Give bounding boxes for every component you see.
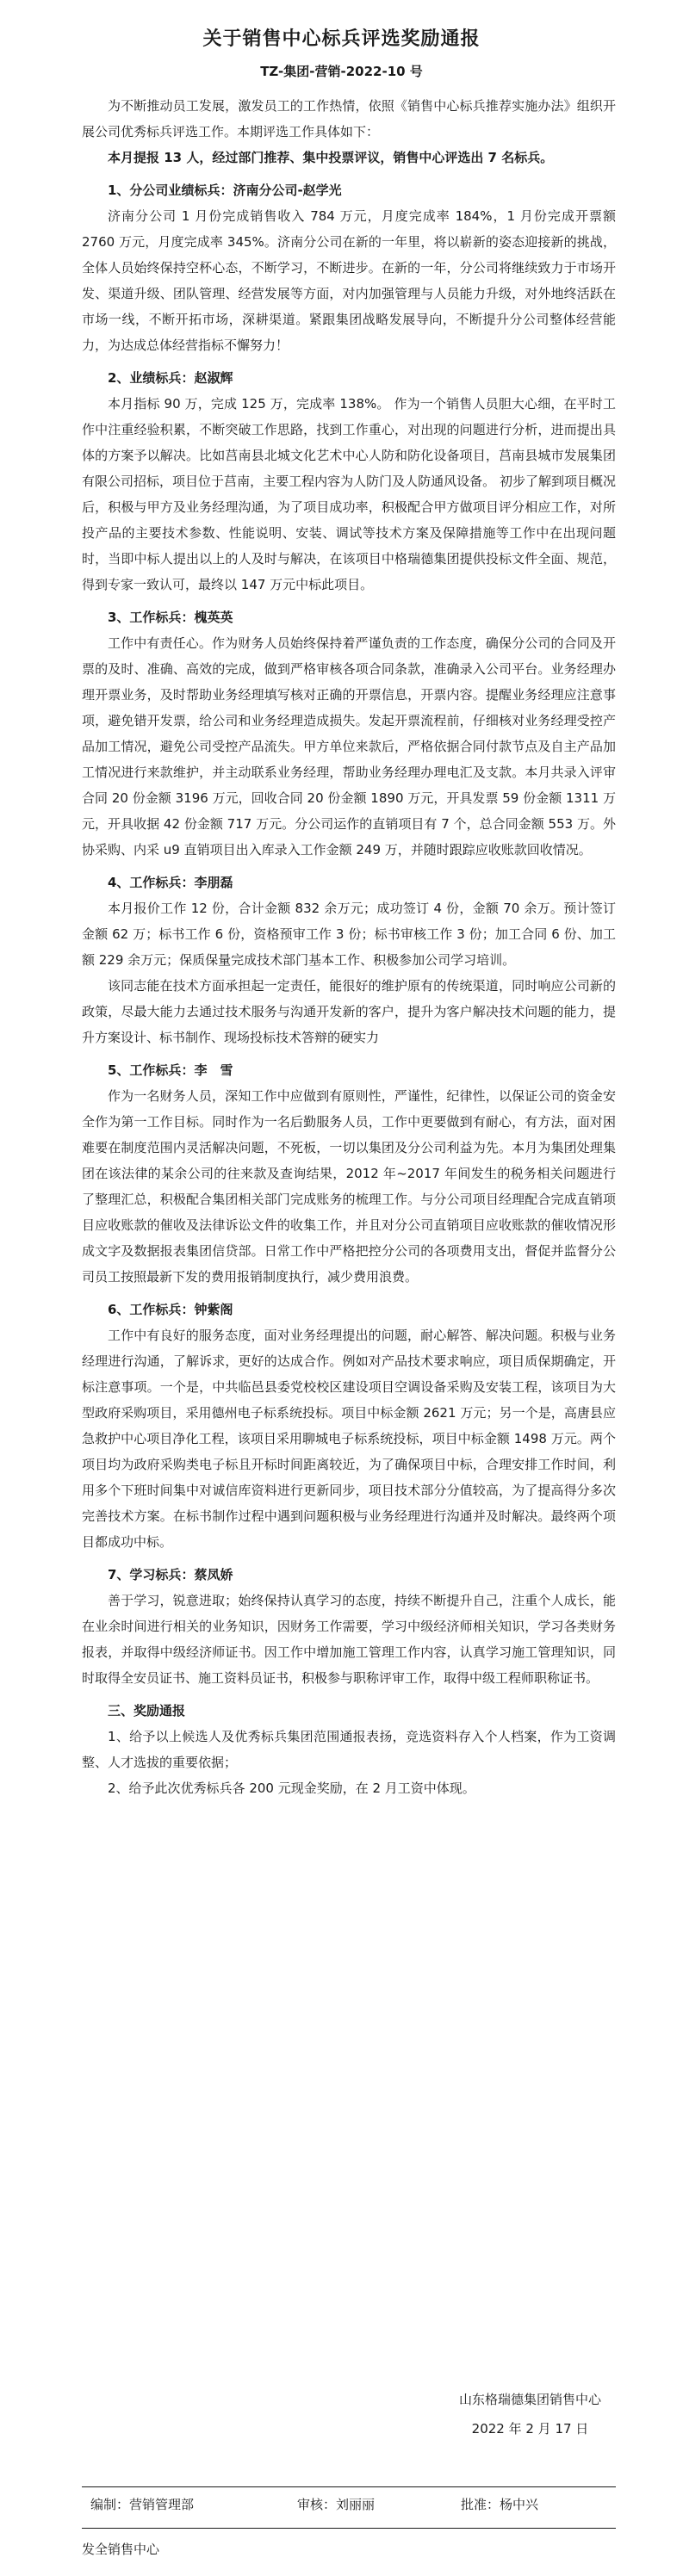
section-4 (82, 870, 616, 1050)
footer-bottom-rule (82, 2528, 616, 2529)
section-paragraph: 本月报价工作 12 份，合计金额 832 余万元；成功签订 4 份，金额 70 余万。预计签订金额 62 万；标书工作 6 份，资格预审工作 3 份；标书审核工作 3 份；加工合同 6 份、加工额 229 余万元；保质保量完成技术部门基本工作、积极参加公司学习培训。 (82, 901, 616, 968)
footer-top-rule (82, 2486, 616, 2487)
section-paragraph: 作为一名财务人员，深知工作中应做到有原则性，严谨性，纪律性，以保证公司的资金安全作为第一工作目标。同时作为一名后勤服务人员，工作中更要做到有耐心，有方法，面对困难要在制度范围内灵活解决问题，不死板，一切以集团及分公司利益为先。本月为集团处理集团在该法律的某余公司的往来款及查询结果，2012 年~2017 年间发生的税务相关问题进行了整理汇总，积极配合集团相关部门完成账务的梳理工作。与分公司项目经理配合完成直销项目应收账款的催收及法律诉讼文件的收集工作，并且对分公司直销项目应收账款的催收情况形成文字及数据报表集团信贷部。日常工作中严格把控分公司的各项费用支出，督促并监督分公司员工按照最新下发的费用报销制度执行，减少费用浪费。 (82, 1088, 616, 1285)
section-paragraph: 本月指标 90 万，完成 125 万，完成率 138%。 作为一个销售人员胆大心细，在平时工作中注重经验积累，不断突破工作思路，找到工作重心，对出现的问题进行分析，进而提出具体的方案予以解决。比如莒南县北城文化艺术中心人防和防化设备项目，莒南县城市发展集团有限公司招标，项目位于莒南，主要工程内容为人防门及人防通风设备。 初步了解到项目概况后，积极与甲方及业务经理沟通，为了项目成功率，积极配合甲方做项目评分相应工作，对所投产品的主要技术参数、性能说明、安装、调试等技术方案及保障措施等工作中在出现问题时，当即中标人提出以上的人及时与解决，在该项目中格瑞德集团提供投标文件全面、规范，得到专家一致认可，最终以 147 万元中标此项目。 (82, 396, 616, 592)
section-heading: 6、工作标兵：钟紫阁 (108, 1302, 233, 1317)
footer-drafter: 编制：营销管理部 (90, 2497, 195, 2512)
footer-reviewer: 审核：刘丽丽 (297, 2497, 376, 2512)
section-2 (82, 365, 616, 598)
intro-summary: 本月提报 13 人，经过部门推荐、集中投票评议，销售中心评选出 7 名标兵。 (108, 150, 554, 165)
section-3 (82, 604, 616, 863)
footer-distribution: 发全销售中心 (82, 2542, 160, 2557)
section-paragraph: 善于学习，锐意进取；始终保持认真学习的态度，持续不断提升自己，注重个人成长，能在业余时间进行相关的业务知识，因财务工作需要，学习中级经济师相关知识，学习各类财务报表，并取得中级经济师证书。因工作中增加施工管理工作内容，认真学习施工管理知识，同时取得全安员证书、施工资料员证书，积极参与职称评审工作，取得中级工程师职称证书。 (82, 1593, 616, 1686)
reward-section (82, 1698, 616, 1801)
reward-item: 1、给予以上候选人及优秀标兵集团范围通报表扬，竞选资料存入个人档案，作为工资调整、人才选拔的重要依据； (82, 1729, 616, 1770)
intro-paragraph: 为不断推动员工发展，激发员工的工作热情，依照《销售中心标兵推荐实施办法》组织开展公司优秀标兵评选工作。本期评选工作具体如下： (82, 98, 616, 139)
signature-org: 山东格瑞德集团销售中心 (458, 2392, 601, 2407)
section-paragraph: 工作中有责任心。作为财务人员始终保持着严谨负责的工作态度，确保分公司的合同及开票的及时、准确、高效的完成，做到严格审核各项合同条款，准确录入公司平台。业务经理办理开票业务，及时帮助业务经理填写核对正确的开票信息，开票内容。提醒业务经理应注意事项，避免错开发票，给公司和业务经理造成损失。发起开票流程前，仔细核对业务经理受控产品加工情况，避免公司受控产品流失。甲方单位来款后，严格依据合同付款节点及自主产品加工情况进行来款维护，并主动联系业务经理，帮助业务经理办理电汇及支款。本月共录入评审合同 20 份金额 3196 万元，回收合同 20 份金额 1890 万元，开具发票 59 份金额 1311 万元，开具收据 42 份金额 717 万元。分公司运作的直销项目有 7 个，总合同金额 553 万。外协采购、内采 u9 直销项目出入库录入工作金额 249 万，并随时跟踪应收账款回收情况。 (82, 635, 616, 858)
section-heading: 1、分公司业绩标兵：济南分公司-赵学光 (108, 183, 342, 198)
footer-approver: 批准：杨中兴 (461, 2497, 539, 2512)
section-heading: 2、业绩标兵：赵淑辉 (108, 370, 233, 386)
section-heading: 3、工作标兵：槐英英 (108, 610, 233, 625)
document-body (82, 93, 616, 1801)
section-paragraph: 济南分公司 1 月份完成销售收入 784 万元，月度完成率 184%，1 月份完成开票额 2760 万元，月度完成率 345%。济南分公司在新的一年里，将以崭新的姿态迎接新的挑战，全体人员始终保持空杯心态，不断学习，不断进步。在新的一年，分公司将继续致力于市场开发、渠道升级、团队管理、经营发展等方面，对内加强管理与人员能力升级，对外地终活跃在市场一线，不断开拓市场，深耕渠道。紧跟集团战略发展导向，不断提升分公司整体经营能力，为达成总体经营指标不懈努力！ (82, 208, 616, 353)
section-6 (82, 1297, 616, 1555)
section-5 (82, 1057, 616, 1290)
section-7 (82, 1562, 616, 1691)
signature-date: 2022 年 2 月 17 日 (471, 2421, 589, 2437)
document-title: 关于销售中心标兵评选奖励通报 (202, 28, 481, 50)
section-paragraph: 该同志能在技术方面承担起一定责任，能很好的维护原有的传统渠道，同时响应公司新的政策，尽最大能力去通过技术服务与沟通开发新的客户，提升为客户解决技术问题的能力，提升方案设计、标书制作、现场投标技术答辩的硬实力 (82, 978, 616, 1045)
document-number: TZ-集团-营销-2022-10 号 (260, 64, 423, 79)
section-heading: 5、工作标兵：李 雪 (108, 1062, 233, 1078)
section-heading: 4、工作标兵：李朋磊 (108, 875, 233, 890)
section-heading: 7、学习标兵：蔡凤娇 (108, 1567, 233, 1582)
section-heading: 三、奖励通报 (108, 1703, 186, 1718)
reward-item: 2、给予此次优秀标兵各 200 元现金奖励，在 2 月工资中体现。 (108, 1780, 475, 1796)
signature-block (459, 2385, 601, 2443)
section-paragraph: 工作中有良好的服务态度，面对业务经理提出的问题，耐心解答、解决问题。积极与业务经理进行沟通，了解诉求，更好的达成合作。例如对产品技术要求响应，项目质保期确定，开标注意事项。一个是，中共临邑县委党校校区建设项目空调设备采购及安装工程，该项目为大型政府采购项目，采用德州电子标系统投标。项目中标金额 2621 万元；另一个是，高唐县应急救护中心项目净化工程，该项目采用聊城电子标系统投标，项目中标金额 1498 万元。两个项目均为政府采购类电子标且开标时间距离较近，为了确保项目中标，合理安排工作时间，利用多个下班时间集中对诚信库资料进行更新同步，项目技术部分分值较高，为了提高得分多次完善技术方案。在标书制作过程中遇到问题积极与业务经理进行沟通并及时解决。最终两个项目都成功中标。 (82, 1328, 616, 1550)
section-1 (82, 177, 616, 358)
